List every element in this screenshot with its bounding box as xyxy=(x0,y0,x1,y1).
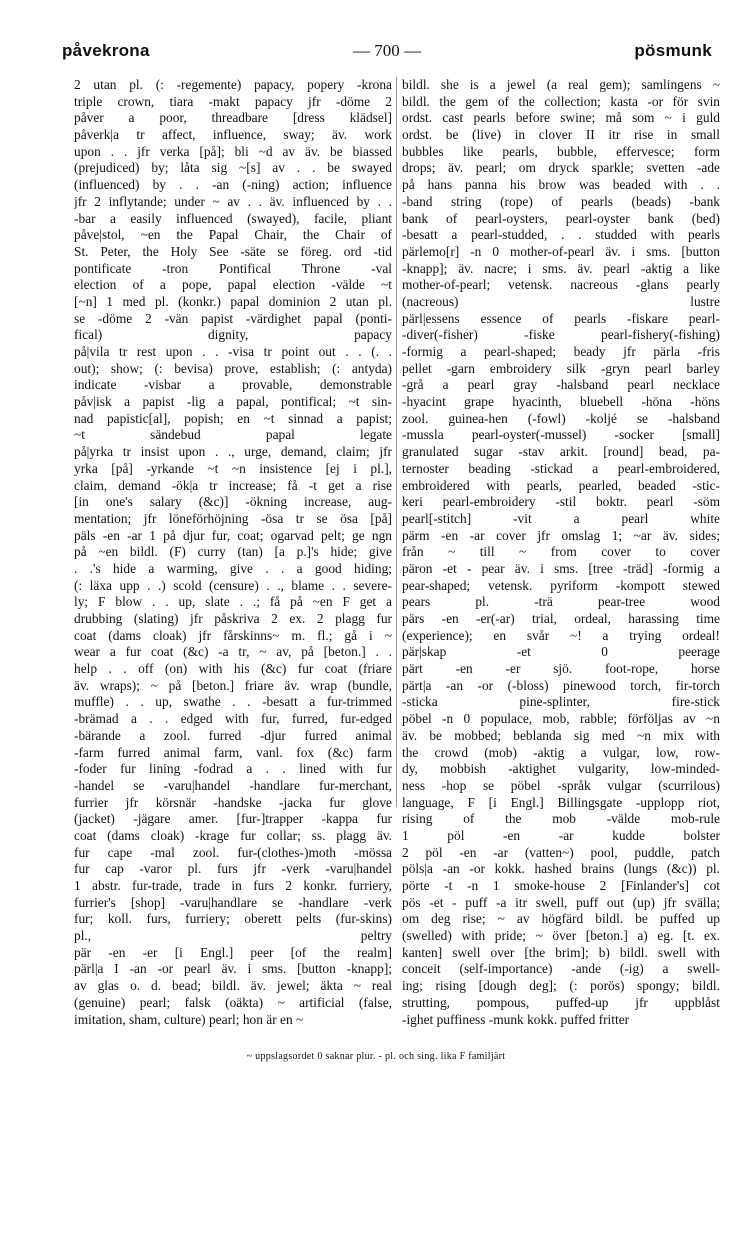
entry-line: -farm furred animal farm, vanl. fox (&c) farm xyxy=(74,744,392,760)
entry-line: upon . . jfr verka [på]; bli ~d av äv. be biassed xyxy=(74,143,392,159)
entry-line: pear-shaped; vetensk. pyriform -kompott stewed xyxy=(402,577,720,593)
entry-line: -hyacint grape hyacinth, bluebell -höna -höns xyxy=(402,394,720,410)
page-number: — 700 — xyxy=(353,41,421,60)
entry-line: -handel se -varu|handel -handlare fur-merchant, xyxy=(74,777,392,793)
entry-line: -grå a pearl gray -halsband pearl necklace xyxy=(402,377,720,393)
entry-line: conceit (self-importance) -ande (-ig) a swell- xyxy=(402,961,720,977)
left-column xyxy=(74,77,392,1028)
entry-line: claim, demand -ök|a tr increase; få -t get a rise xyxy=(74,477,392,493)
entry-line: pellet -garn embroidery silk -gryn pearl barley xyxy=(402,360,720,376)
entry-line: päls -en -ar 1 på djur fur, coat; ogarvad pelt; ge ngn xyxy=(74,527,392,543)
entry-line: se -döme 2 -vän papist -värdighet papal (ponti- xyxy=(74,310,392,326)
entry-line: påver a poor, threadbare [dress klädsel] xyxy=(74,110,392,126)
entry-line: pär|skap -et 0 peerage xyxy=(402,644,720,660)
entry-line: furrier jfr körsnär -handske -jacka fur glove xyxy=(74,794,392,810)
entry-line: ing; rising [dough deg]; (: porös) spongy; bildl. xyxy=(402,978,720,994)
entry-line: påve|stol, ~en the Papal Chair, the Chair of xyxy=(74,227,392,243)
entry-line: av glas o. d. bead; bildl. äv. jewel; äkta ~ real xyxy=(74,978,392,994)
entry-line: (experience); en svår ~! a trying ordeal! xyxy=(402,627,720,643)
entry-line: på|vila tr rest upon . . -visa tr point out . . (. . xyxy=(74,344,392,359)
entry-line: furrier's [shop] -varu|handlare se -handlare -verk xyxy=(74,894,392,910)
entry-line: fical) dignity, papacy xyxy=(74,327,392,343)
entry-line: bubbles like pearls, bubble, effervesce; form xyxy=(402,143,720,159)
entry-line: imitation, sham, culture) pearl; hon är en ~ xyxy=(74,1011,304,1027)
entry-line: -sticka pine-splinter, fire-stick xyxy=(402,694,720,710)
entry-line: ~t sändebud papal legate xyxy=(74,427,392,443)
entry-line: zool. guinea-hen (-fowl) -koljé se -halsband xyxy=(402,410,720,426)
entry-line: the crowd (mob) -aktig a vulgar, low, row- xyxy=(402,744,720,760)
entry-line: ness -hop se pöbel -språk vulgar (scurrilous) xyxy=(402,777,720,793)
entry-line: (jacket) -jägare amer. [fur-]trapper -kappa fur xyxy=(74,811,392,827)
entry-line: (swelled) with pride; ~ över [beton.] a) eg. [t. ex. xyxy=(402,928,720,944)
entry-line: -ighet puffiness -munk kokk. puffed fritter xyxy=(402,1011,630,1027)
entry-line: pärl|a I -an -or pearl äv. i sms. [button -knapp]; xyxy=(74,961,392,977)
entry-line: drubbing (slating) jfr påskriva 2 ex. 2 plagg fur xyxy=(74,611,392,626)
entry-line: äv. wraps); ~ på [beton.] friare äv. wrap (bundle, xyxy=(74,677,392,693)
entry-line: (genuine) pearl; falsk (oäkta) ~ artificial (false, xyxy=(74,994,392,1010)
entry-line: ternoster beading -stickad a pearl-embroidered, xyxy=(402,460,720,476)
entry-line: triple crown, tiara -makt papacy jfr -döme 2 xyxy=(74,93,392,109)
entry-line: på|yrka tr insist upon . ., urge, demand, claim; jfr xyxy=(74,444,392,460)
entry-line: påverk|a tr affect, influence, sway; äv. work xyxy=(74,127,392,143)
entry-line: från ~ till ~ from cover to cover xyxy=(402,544,720,560)
entry-line: pl., peltry xyxy=(74,928,392,944)
entry-line: [in one's salary (&c)] -ökning increase, aug- xyxy=(74,494,392,510)
entry-line: pöbel -n 0 populace, mob, rabble; förföljas av ~n xyxy=(402,711,720,727)
entry-line: pärt -en -er sjö. foot-rope, horse xyxy=(402,661,720,677)
entry-line: yrka [på] -yrkande ~t ~n insistence [ej i pl.], xyxy=(74,460,392,476)
entry-line: coat (dams cloak) -krage fur collar; ss. plagg äv. xyxy=(74,827,392,843)
entry-line: fur cape -mal zool. fur-(clothes-)moth -mössa xyxy=(74,844,392,860)
entry-line: påv|isk a papist -lig a papal, pontifical; ~t sin- xyxy=(74,394,392,410)
entry-line: bildl. the gem of the collection; kasta -or för svin xyxy=(402,93,720,109)
entry-line: -knapp]; äv. nacre; i sms. äv. pearl -aktig a like xyxy=(402,260,720,276)
entry-line: äv. be mobbed; beblanda sig med ~n mix with xyxy=(402,727,720,743)
entry-line: rising of the mob -välde mob-rule xyxy=(402,811,720,827)
entry-line: ordst. cast pearls before swine; må som ~ i guld xyxy=(402,110,720,126)
entry-line: bank of pearl-oysters, pearl-oyster bank (bed) xyxy=(402,210,720,226)
entry-line: -bärande a zool. furred -djur furred animal xyxy=(74,727,392,743)
entry-line: -formig a pearl-shaped; beady jfr pärla -fris xyxy=(402,344,720,359)
entry-line: pärs -en -er(-ar) trial, ordeal, harassing time xyxy=(402,611,720,626)
entry-line: fur cap -varor pl. furs jfr -verk -varu|handel xyxy=(74,861,392,877)
entry-line: drops; äv. pearl; om dryck sparkle; svetten -ade xyxy=(402,160,720,176)
entry-line: pärl|essens essence of pearls -fiskare pearl- xyxy=(402,310,720,326)
entry-line: mentation; jfr löneförhöjning -ösa tr se ösa [på] xyxy=(74,510,392,526)
entry-line: mother-of-pearl; vetensk. nacreous -glans pearly xyxy=(402,277,720,293)
entry-line: wear a fur coat (&c) -a tr, ~ av, på [beton.] . . xyxy=(74,644,392,660)
entry-line: pörte -t -n 1 smoke-house 2 [Finlander's] cot xyxy=(402,878,720,893)
left-guide-word: påvekrona xyxy=(62,41,150,60)
entry-line: -besatt a pearl-studded, . . studded with pearls xyxy=(402,227,720,243)
entry-line: pös -et - puff -a itr swell, puff out (up) jfr svälla; xyxy=(402,894,720,910)
entry-line: kanten] swell over [the brim]; b) bildl. swell with xyxy=(402,944,720,960)
entry-line: -mussla pearl-oyster(-mussel) -socker [small] xyxy=(402,427,720,443)
entry-line: (: läxa upp . .) scold (censure) . ., blame . . severe- xyxy=(74,577,392,593)
entry-line: på hans panna his brow was beaded with . . xyxy=(402,177,720,193)
entry-line: St. Peter, the Holy See -säte se föreg. ord -tid xyxy=(74,243,392,259)
entry-line: [~n] 1 med pl. (konkr.) papal dominion 2 utan pl. xyxy=(74,293,392,309)
column-divider xyxy=(396,77,397,807)
entry-line: language, F [i Engl.] Billingsgate -upplopp riot, xyxy=(402,794,720,810)
entry-line: granulated sugar -stav arkit. [round] bead, pa- xyxy=(402,444,720,460)
entry-line: (prejudiced) by; låta sig ~[s] av . . be swayed xyxy=(74,160,392,176)
entry-line: ordst. be (live) in clover II itr rise in small xyxy=(402,127,720,143)
entry-line: pärm -en -ar cover jfr omslag 1; ~ar äv. sides; xyxy=(402,527,720,543)
entry-line: pär -en -er [i Engl.] peer [of the realm] xyxy=(74,944,392,960)
entry-line: . .'s hide a warming, give . . a good hiding; xyxy=(74,560,392,576)
entry-line: på ~en bildl. (F) curry (tan) [a p.]'s hide; give xyxy=(74,544,392,560)
entry-line: out); show; (: bevisa) prove, establish; (: antyda) xyxy=(74,360,392,376)
page-header xyxy=(62,41,712,65)
entry-line: 2 utan pl. (: -regemente) papacy, popery -krona xyxy=(74,77,392,92)
entry-line: (influenced) by . . -an (-ning) action; influence xyxy=(74,177,392,193)
entry-line: pearl[-stitch] -vit a pearl white xyxy=(402,510,720,526)
entry-line: keri pearl-embroidery -stil boktr. pearl -söm xyxy=(402,494,720,510)
entry-line: 1 abstr. fur-trade, trade in furs 2 konkr. furriery, xyxy=(74,878,392,893)
entry-line: bildl. she is a jewel (a real gem); samlingens ~ xyxy=(402,77,720,92)
entry-line: pöls|a -an -or kokk. hashed brains (lungs (&c)) pl. xyxy=(402,861,720,877)
entry-line: -diver(-fisher) -fiske pearl-fishery(-fishing) xyxy=(402,327,720,343)
entry-line: -band string (rope) of pearls (beads) -bank xyxy=(402,193,720,209)
entry-line: -brämad a . . edged with fur, furred, fur-edged xyxy=(74,711,392,727)
entry-line: election of a pope, papal election -välde ~t xyxy=(74,277,392,293)
entry-line: -bar a easily influenced (swayed), facile, pliant xyxy=(74,210,392,226)
entry-line: fur; koll. furs, furriery; oberett pelts (fur-skins) xyxy=(74,911,392,927)
entry-line: help . . off (on) with his (&c) fur coat (friare xyxy=(74,661,392,677)
entry-line: pärt|a -an -or (-bloss) pinewood torch, fir-torch xyxy=(402,677,720,693)
entry-line: (nacreous) lustre xyxy=(402,293,720,309)
entry-line: strutting, pompous, puffed-up jfr uppblåst xyxy=(402,994,720,1010)
right-column xyxy=(402,77,720,1028)
entry-line: dy, mobbish -aktighet vulgarity, low-minded- xyxy=(402,761,720,777)
abbreviation-footer: ~ uppslagsordet 0 saknar plur. - pl. och sing. lika F familjärt xyxy=(246,1051,506,1062)
entry-line: päron -et - pear äv. i sms. [tree -träd] -formig a xyxy=(402,560,720,576)
entry-line: 2 pöl -en -ar (vatten~) pool, puddle, patch xyxy=(402,844,720,860)
right-guide-word: pösmunk xyxy=(634,41,712,60)
entry-line: muffle) . . up, swathe . . -besatt a fur-trimmed xyxy=(74,694,392,710)
entry-line: pärlemo[r] -n 0 mother-of-pearl äv. i sms. [button xyxy=(402,243,720,259)
entry-line: indicate -visbar a provable, demonstrable xyxy=(74,377,392,393)
entry-line: -foder fur lining -fodrad a . . lined with fur xyxy=(74,761,392,777)
entry-line: jfr 2 inflytande; under ~ av . . äv. influenced by . . xyxy=(74,193,392,209)
entry-line: pontificate -tron Pontifical Throne -val xyxy=(74,260,392,276)
entry-line: om deg rise; ~ av högfärd bildl. be puffed up xyxy=(402,911,720,927)
entry-line: coat (dams cloak) jfr fårskinns~ m. fl.; gå i ~ xyxy=(74,627,392,643)
entry-line: nad papistic[al], popish; en ~t sinnad a papist; xyxy=(74,410,392,426)
entry-line: ly; F blow . . up, slate . .; få på ~en F get a xyxy=(74,594,392,610)
entry-line: embroidered with pearls, pearled, beaded -stic- xyxy=(402,477,720,493)
entry-line: pears pl. -trä pear-tree wood xyxy=(402,594,720,610)
entry-line: 1 pöl -en -ar kudde bolster xyxy=(402,827,720,843)
